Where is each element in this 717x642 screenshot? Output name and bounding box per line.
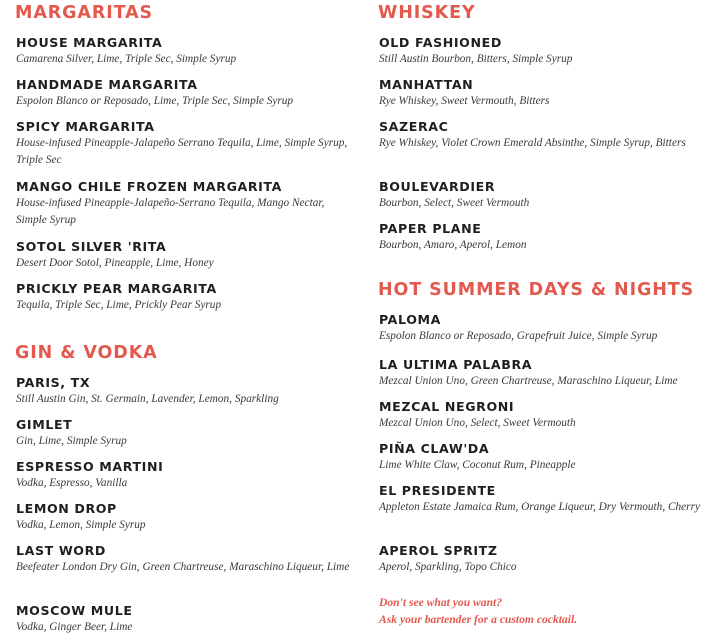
menu-item-name: MEZCAL NEGRONI bbox=[379, 399, 515, 414]
menu-item bbox=[16, 459, 356, 492]
menu-item-description: Gin, Lime, Simple Syrup bbox=[16, 435, 127, 447]
menu-item-description: Vodka, Ginger Beer, Lime bbox=[16, 621, 133, 633]
menu-item-description: House-infused Pineapple-Jalapeño-Serrano Tequila, Mango Nectar, Simple Syrup bbox=[16, 197, 325, 226]
menu-item-description: Mezcal Union Uno, Select, Sweet Vermouth bbox=[379, 417, 576, 429]
menu-item bbox=[16, 35, 356, 68]
menu-item bbox=[379, 221, 709, 254]
section-title-whiskey: WHISKEY bbox=[378, 3, 476, 23]
menu-item bbox=[379, 483, 709, 516]
menu-item bbox=[379, 543, 709, 576]
menu-item-description: House-infused Pineapple-Jalapeño Serrano Tequila, Lime, Simple Syrup, Triple Sec bbox=[16, 137, 348, 166]
menu-item-name: ESPRESSO MARTINI bbox=[16, 459, 164, 474]
menu-item bbox=[379, 119, 709, 152]
menu-item-name: SOTOL SILVER 'RITA bbox=[16, 239, 167, 254]
menu-item bbox=[16, 417, 356, 450]
menu-item-name: PIÑA CLAW'DA bbox=[379, 441, 490, 456]
menu-item-description: Espolon Blanco or Reposado, Grapefruit Juice, Simple Syrup bbox=[379, 330, 658, 342]
menu-item bbox=[379, 312, 709, 345]
menu-item-name: MANHATTAN bbox=[379, 77, 474, 92]
menu-item bbox=[379, 399, 709, 432]
menu-item-name: HANDMADE MARGARITA bbox=[16, 77, 198, 92]
menu-item bbox=[16, 543, 356, 576]
custom-cocktail-note bbox=[379, 594, 577, 628]
menu-item bbox=[379, 357, 709, 390]
menu-item bbox=[16, 603, 356, 636]
menu-item-description: Bourbon, Select, Sweet Vermouth bbox=[379, 197, 530, 209]
menu-item-name: EL PRESIDENTE bbox=[379, 483, 496, 498]
menu-item-description: Appleton Estate Jamaica Rum, Orange Liqueur, Dry Vermouth, Cherry bbox=[379, 501, 700, 513]
menu-item-description: Vodka, Espresso, Vanilla bbox=[16, 477, 128, 489]
menu-item bbox=[16, 239, 356, 272]
menu-item-description: Still Austin Bourbon, Bitters, Simple Syrup bbox=[379, 53, 573, 65]
menu-item-name: MANGO CHILE FROZEN MARGARITA bbox=[16, 179, 282, 194]
menu-item-description: Rye Whiskey, Violet Crown Emerald Absinthe, Simple Syrup, Bitters bbox=[379, 137, 686, 149]
section-hot-summer bbox=[378, 280, 708, 300]
menu-item-description: Mezcal Union Uno, Green Chartreuse, Maraschino Liqueur, Lime bbox=[379, 375, 678, 387]
section-margaritas bbox=[15, 3, 355, 23]
menu-item-name: PALOMA bbox=[379, 312, 441, 327]
menu-item-description: Bourbon, Amaro, Aperol, Lemon bbox=[379, 239, 527, 251]
section-title-margaritas: MARGARITAS bbox=[15, 3, 154, 23]
menu-item-description: Aperol, Sparkling, Topo Chico bbox=[379, 561, 517, 573]
menu-item-description: Espolon Blanco or Reposado, Lime, Triple Sec, Simple Syrup bbox=[16, 95, 294, 107]
menu-item-description: Beefeater London Dry Gin, Green Chartreuse, Maraschino Liqueur, Lime bbox=[16, 561, 350, 573]
menu-item bbox=[16, 375, 356, 408]
menu-item-description: Camarena Silver, Lime, Triple Sec, Simple Syrup bbox=[16, 53, 237, 65]
menu-item bbox=[379, 441, 709, 474]
section-gin-vodka bbox=[15, 343, 355, 363]
menu-item bbox=[379, 35, 709, 68]
note-line-1: Don't see what you want? bbox=[379, 596, 503, 609]
menu-item-name: PAPER PLANE bbox=[379, 221, 482, 236]
menu-item-description: Desert Door Sotol, Pineapple, Lime, Honey bbox=[16, 257, 214, 269]
menu-item bbox=[16, 119, 356, 169]
menu-item bbox=[16, 281, 356, 314]
menu-item-description: Lime White Claw, Coconut Rum, Pineapple bbox=[379, 459, 576, 471]
section-title-hot-summer: HOT SUMMER DAYS & NIGHTS bbox=[378, 280, 695, 300]
menu-item-description: Rye Whiskey, Sweet Vermouth, Bitters bbox=[379, 95, 550, 107]
section-whiskey bbox=[378, 3, 708, 23]
menu-item-description: Tequila, Triple Sec, Lime, Prickly Pear Syrup bbox=[16, 299, 222, 311]
menu-item-name: LEMON DROP bbox=[16, 501, 117, 516]
menu-item-name: PRICKLY PEAR MARGARITA bbox=[16, 281, 217, 296]
menu-item-name: GIMLET bbox=[16, 417, 73, 432]
section-title-gin-vodka: GIN & VODKA bbox=[15, 343, 158, 363]
menu-item-name: LAST WORD bbox=[16, 543, 106, 558]
menu-item bbox=[16, 501, 356, 534]
menu-item bbox=[379, 179, 709, 212]
menu-item-name: BOULEVARDIER bbox=[379, 179, 496, 194]
menu-item bbox=[16, 179, 356, 229]
menu-item-name: HOUSE MARGARITA bbox=[16, 35, 163, 50]
menu-item bbox=[379, 77, 709, 110]
menu-item-name: SAZERAC bbox=[379, 119, 449, 134]
menu-item-name: PARIS, TX bbox=[16, 375, 91, 390]
menu-item-name: LA ULTIMA PALABRA bbox=[379, 357, 533, 372]
menu-item-name: MOSCOW MULE bbox=[16, 603, 133, 618]
menu-item-name: OLD FASHIONED bbox=[379, 35, 502, 50]
menu-item-name: APEROL SPRITZ bbox=[379, 543, 498, 558]
menu-item-description: Still Austin Gin, St. Germain, Lavender, Lemon, Sparkling bbox=[16, 393, 279, 405]
menu-item-description: Vodka, Lemon, Simple Syrup bbox=[16, 519, 146, 531]
note-line-2: Ask your bartender for a custom cocktail. bbox=[379, 613, 578, 626]
menu-item bbox=[16, 77, 356, 110]
menu-item-name: SPICY MARGARITA bbox=[16, 119, 155, 134]
